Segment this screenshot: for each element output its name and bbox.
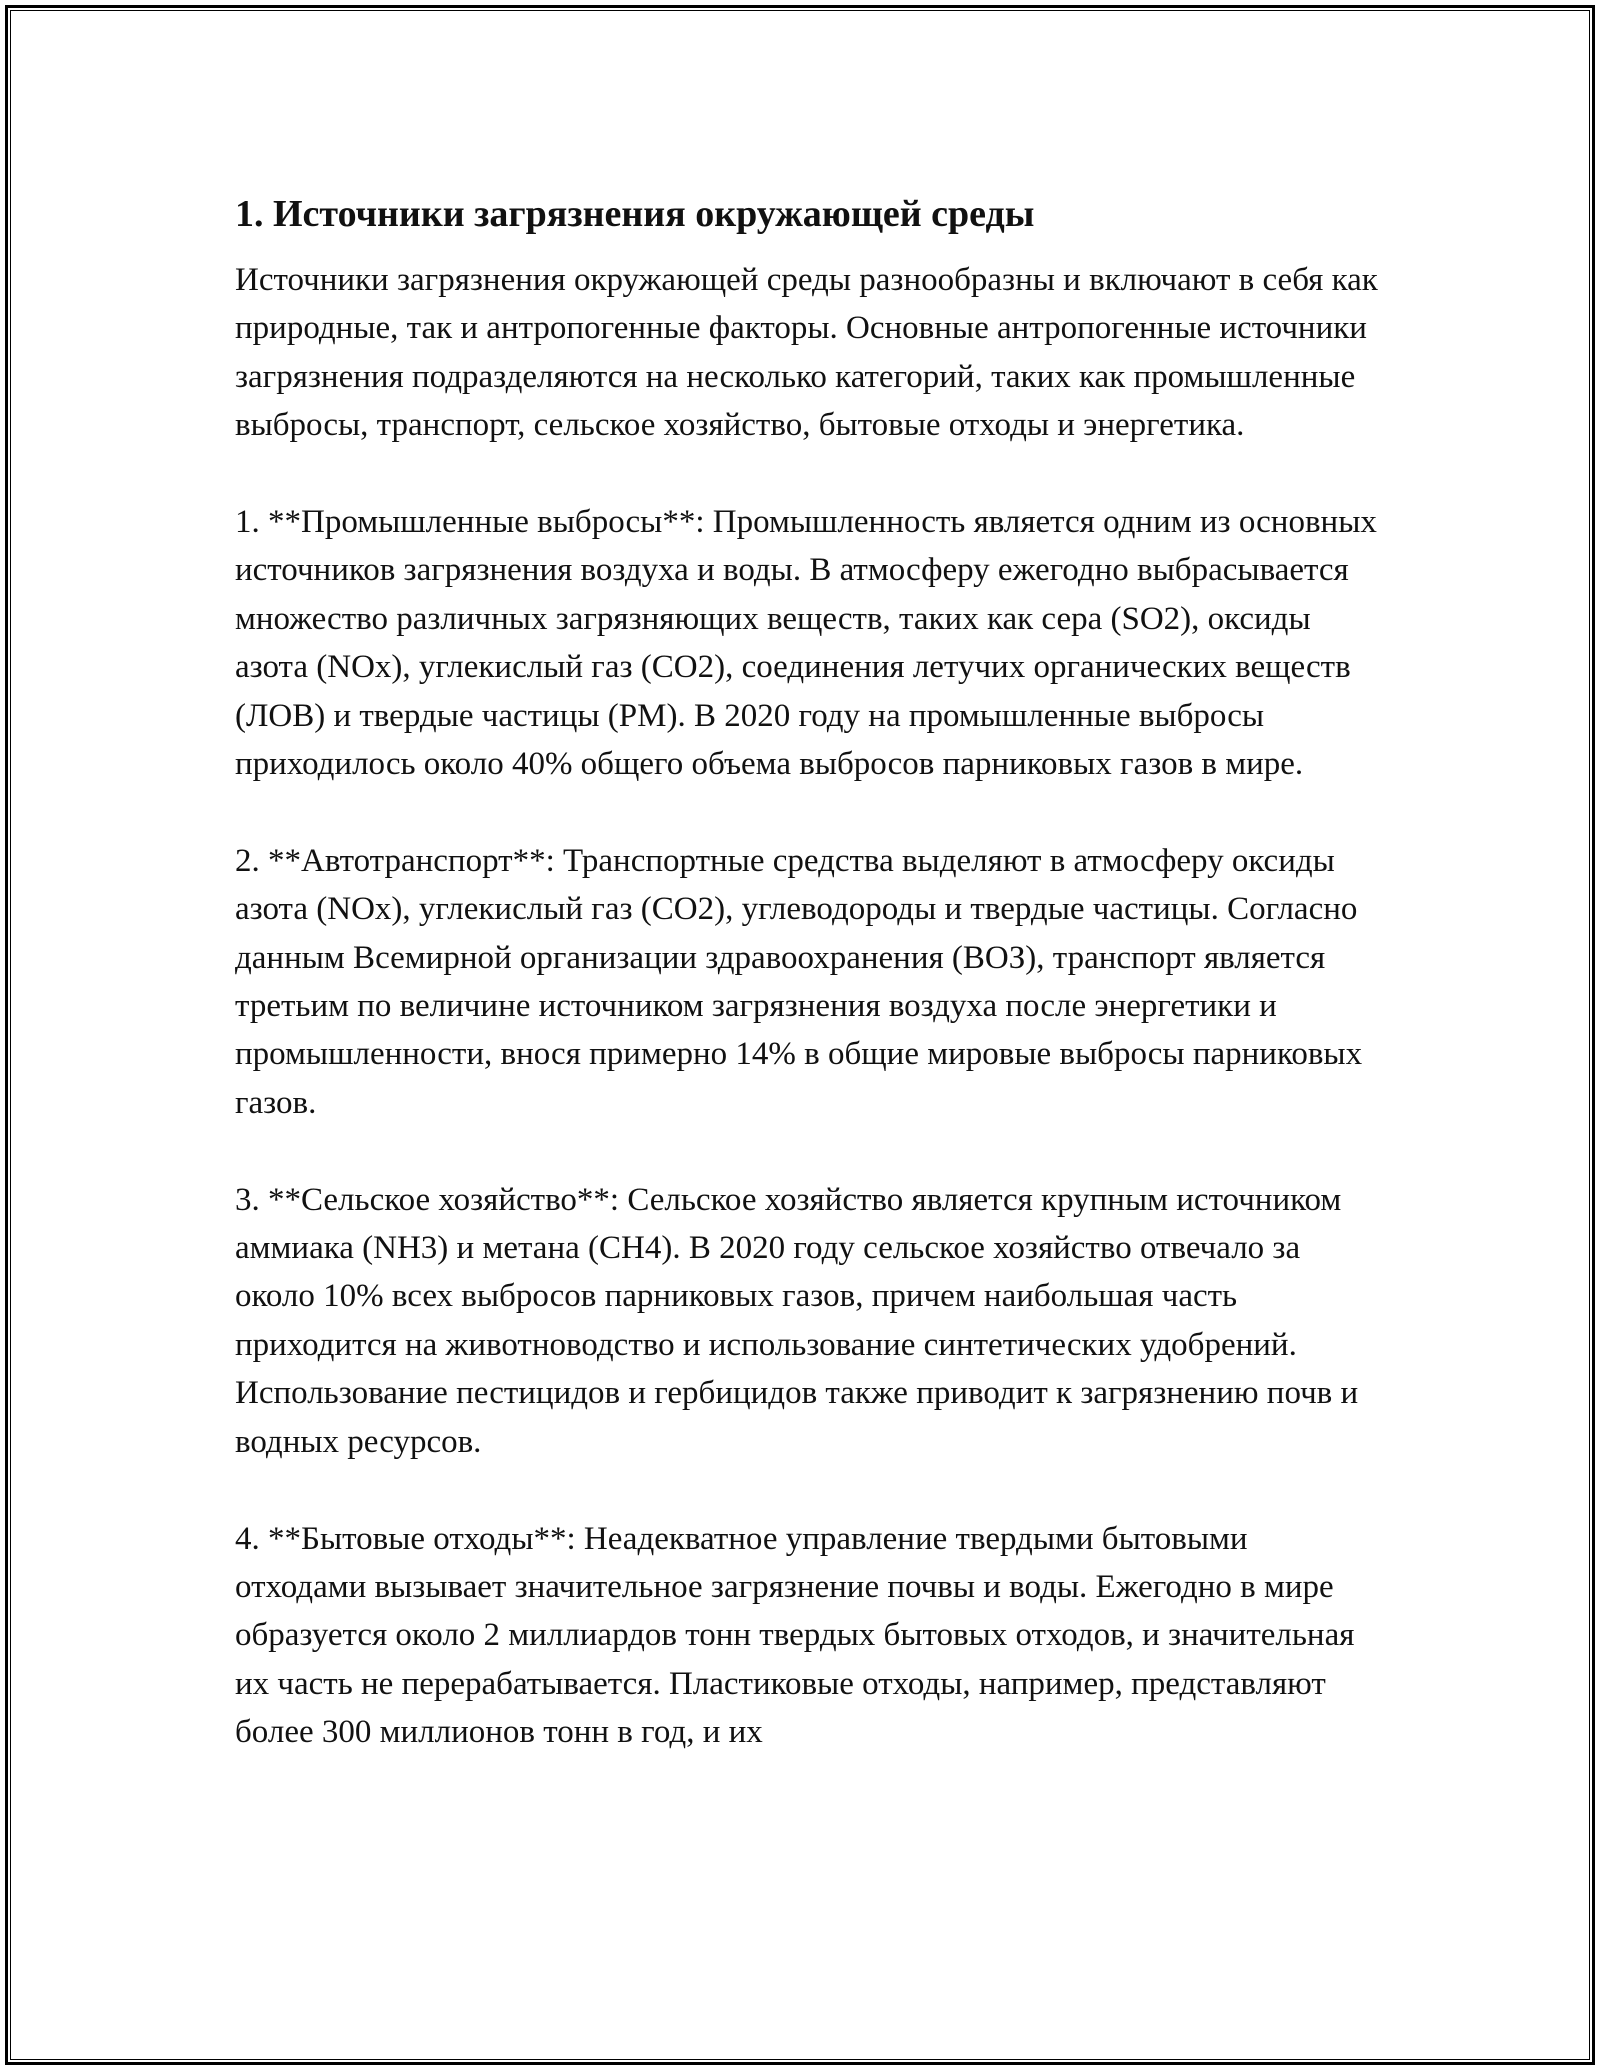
intro-paragraph: Источники загрязнения окружающей среды разнообразны и включают в себя как природные, так и антропогенные факторы. Основные антропогенные источники загрязнения подразделяются на несколько категорий, таких как промышленные выбросы, транспорт, сельское хозяйство, бытовые отходы и энергетика. [235,262,1378,444]
household-waste-paragraph: 4. **Бытовые отходы**: Неадекватное управление твердыми бытовыми отходами вызывает значительное загрязнение почвы и воды. Ежегодно в мире образуется около 2 миллиардов тонн твердых бытовых отходов, и значительная их часть не перерабатывается. Пластиковые отходы, например, представляют более 300 миллионов тонн в год, и их [235,1520,1355,1751]
document-body [235,188,1385,1757]
industrial-emissions-paragraph: 1. **Промышленные выбросы**: Промышленность является одним из основных источников загрязнения воздуха и воды. В атмосферу ежегодно выбрасывается множество различных загрязняющих веществ, таких как сера (SO2), оксиды азота (NOx), углекислый газ (CO2), соединения летучих органических веществ (ЛОВ) и твердые частицы (PM). В 2020 году на промышленные выбросы приходилось около 40% общего объема выбросов парниковых газов в мире. [235,504,1377,783]
section-heading: 1. Источники загрязнения окружающей среды [235,193,1035,235]
agriculture-paragraph: 3. **Сельское хозяйство**: Сельское хозяйство является крупным источником аммиака (NH3) и метана (CH4). В 2020 году сельское хозяйство отвечало за около 10% всех выбросов парниковых газов, причем наибольшая часть приходится на животноводство и использование синтетических удобрений. Использование пестицидов и гербицидов также приводит к загрязнению почв и водных ресурсов. [235,1181,1359,1460]
transport-paragraph: 2. **Автотранспорт**: Транспортные средства выделяют в атмосферу оксиды азота (NOx), углекислый газ (CO2), углеводороды и твердые частицы. Согласно данным Всемирной организации здравоохранения (ВОЗ), транспорт является третьим по величине источником загрязнения воздуха после энергетики и промышленности, внося примерно 14% в общие мировые выбросы парниковых газов. [235,842,1363,1121]
